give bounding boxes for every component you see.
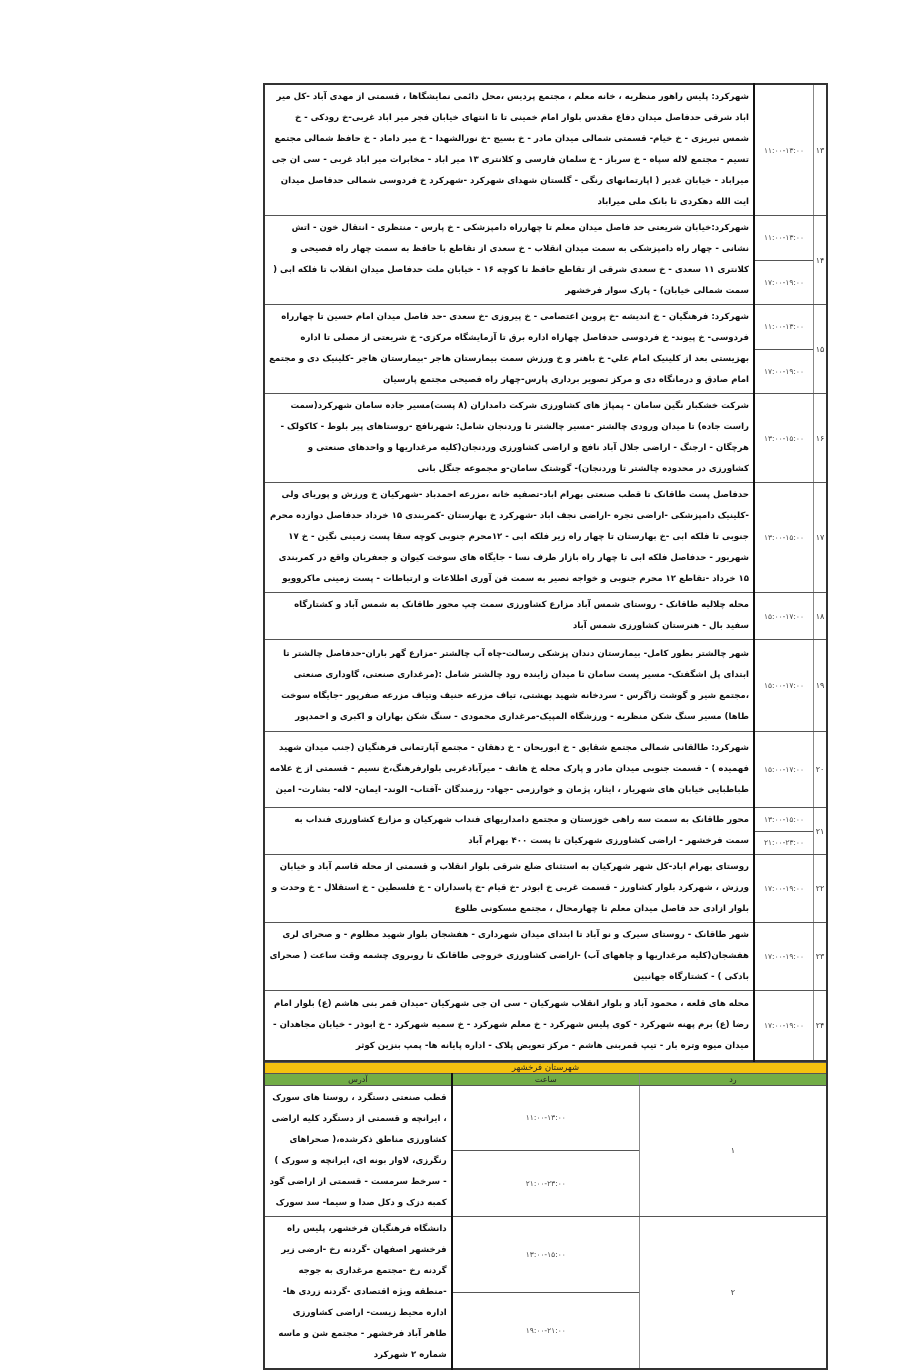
time-cell bbox=[754, 593, 814, 640]
row-number: ۱۹ bbox=[814, 640, 828, 732]
address-cell: محله چلالیه طاقانک - روستای شمس آباد مزارع کشاورزی سمت چپ محور طاقانک به شمس آباد و کشتارگاه سفید بال - هنرستان کشاورزی شمس آباد bbox=[264, 593, 754, 640]
address-cell: روستای بهرام اباد-کل شهر شهرکیان به استثنای ضلع شرقی بلوار انقلاب و قسمتی از محله قاسم آباد و خیابان ورزش ، شهرکرد بلوار کشاورز - قسمت غربی خ ابوذر -خ قیام -خ پاسداران - خ فلسطین - خ استقلال - خ وحدت و بلوار ازادی حد فاصل میدان معلم تا چهارمحال ، مجتمع مسکونی طلوع bbox=[264, 855, 754, 923]
address-cell: شهرکرد: فرهنگیان - خ اندیشه -خ پروین اعتصامی - خ پیروزی -خ سعدی -حد فاصل میدان امام حسین تا چهارراه فردوسی- خ پیوند- خ فردوسی حدفاصل چهاراه اداره برق تا آزمایشگاه مرکزی- خ شریعتی از مصلی تا اداره بهزیستی بعد از کلینیک امام علي- خ باهنر و خ ورزش سمت بیمارستان هاجر -بیمارستان هاجر -کلینیک دی و مجتمع امام صادق و درمانگاه دی و مرکز تصویر برداری پارس-چهار راه فصیحی مجتمع پارسیان bbox=[264, 305, 754, 394]
time-slot: ۱۱:۰۰-۱۳:۰۰ bbox=[453, 1086, 639, 1152]
table-row bbox=[264, 216, 827, 305]
table-row bbox=[264, 855, 827, 923]
table-row bbox=[264, 732, 827, 808]
address-cell: شهرکرد: طالقانی شمالی مجتمع شقایق - خ ابوریحان - خ دهقان - مجتمع آپارتمانی فرهنگیان (جنب میدان شهید فهمیده ) - قسمت جنوبی میدان مادر و پارک محله خ هاتف - میرآبادغربی بلوارفرهنگ،خ نسیم - قسمتی از خ علامه طباطبایی خیابان های شهریار ، ایثار، پژمان و خوارزمی -جهاد- رزمندگان -آفتاب- الوند- ایمان- لاله- بشارت- امین bbox=[264, 732, 754, 808]
row-number: ۱۷ bbox=[814, 483, 828, 593]
schedule-table-shahrekord bbox=[263, 83, 828, 1062]
time-cell bbox=[754, 394, 814, 483]
time-slots bbox=[755, 732, 813, 807]
time-slot: ۱۷:۰۰-۱۹:۰۰ bbox=[764, 884, 804, 893]
address-cell: قطب صنعتی دستگرد ، روستا های سورک ، ایرانچه و قسمتی از دستگرد کلیه اراضی کشاورزی مناطق ذکرشده،( صحراهای رنگرزی، لاوار بونه ای، ایرانچه و سورک ) - سرخط سرمست - قسمتی از اراضی گود کمبه دزک و دکل صدا و سیما- سد سورک bbox=[264, 1085, 452, 1216]
column-header-address: آدرس bbox=[264, 1073, 452, 1085]
table-row bbox=[264, 593, 827, 640]
time-slot: ۱۱:۰۰-۱۳:۰۰ bbox=[755, 216, 813, 261]
time-slot: ۲۱:۰۰-۲۳:۰۰ bbox=[764, 838, 804, 848]
table-row bbox=[264, 394, 827, 483]
section-title: شهرستان فرخشهر bbox=[264, 1062, 827, 1073]
address-cell: شهرکرد: پلیس راهور منظریه ، خانه معلم ، مجتمع پردیس ،محل دائمی نمایشگاها ، قسمتی از مهدی آباد -کل میر اباد شرقی حدفاصل میدان دفاع مقدس بلوار امام خمینی تا تا انتهای خیابان فجر میر اباد غربی-خ رودکی - خ شمس تبریزی - خ خیام- قسمتی شمالی میدان مادر - خ بسیج -خ نورالشهدا - خ میر داماد - خ حافظ شمالی مجتمع تسیم - مجتمع لاله سپاه - خ سرباز - خ سلمان فارسی و کلانتری ۱۳ میر اباد - مخابرات میر اباد غربی - سی ان جی میراباد - خیابان غدیر ( اپارتمانهای رنگی - گلستان شهدای شهرکرد -شهرکرد خ فردوسی شمالی حدفاصل میدان ایت الله دهکردی تا بانک ملی میراباد bbox=[264, 84, 754, 216]
time-slot: ۱۳:۰۰-۱۵:۰۰ bbox=[453, 1217, 639, 1293]
time-cell bbox=[754, 640, 814, 732]
time-cell bbox=[754, 991, 814, 1061]
row-number: ۲۴ bbox=[814, 991, 828, 1061]
time-slot: ۱۳:۰۰-۱۵:۰۰ bbox=[764, 433, 804, 443]
time-slot: ۱۵:۰۰-۱۷:۰۰ bbox=[764, 611, 804, 621]
time-cell bbox=[452, 1085, 640, 1216]
time-slots bbox=[755, 216, 813, 304]
time-slot: ۱۱:۰۰-۱۳:۰۰ bbox=[755, 305, 813, 350]
table-row bbox=[264, 483, 827, 593]
time-slots bbox=[755, 923, 813, 990]
row-number: ۱۵ bbox=[814, 305, 828, 394]
address-cell: حدفاصل پست طاقانک تا قطب صنعتی بهرام اباد-تصفیه خانه ،مزرعه احمدباد -شهرکیان خ ورزش و پوریای ولی -کلینیک دامپزشکی -اراضی تجره -اراضی نجف اباد -شهرکرد خ بهارستان -کمربندی ۱۵ خرداد حدفاصل دوازده محرم جنوبی تا فلکه ابی -خ بهارستان تا چهار راه زیر فلکه ابی - ۱۲محرم جنوبی کوچه سقا پست زمینی نگین - خ ۱۷ شهریور - حدفاصل فلکه ابی تا چهار راه بازار طرف نسا - جایگاه های سوخت کیوان و جعفریان واقع در کمربندی ۱۵ خرداد -تقاطع ۱۲ محرم جنوبی و خواجه نصیر به سمت فن آوری اطلاعات و ارتباطات - پست زمینی ماکروویو bbox=[264, 483, 754, 593]
time-slot: ۱۳:۰۰-۱۵:۰۰ bbox=[755, 808, 813, 832]
time-cell bbox=[754, 923, 814, 991]
row-number: ۲۱ bbox=[814, 808, 828, 855]
address-cell: شهر چالشتر بطور کامل- بیمارستان دندان پزشکی رسالت-چاه آب چالشتر -مزارع گهر باران-حدفاصل چالشتر تا ابتدای پل اشگفتک- مسیر پست سامان تا میدان زاینده رود چالشتر شامل :(مرغداری صنعتی، گاوداری صنعتی ،مجتمع شیر و گوشت زاگرس - سردخانه شهید بهشتی، تیاف مزرعه حنیف وتیاف مزرعه صفرپور -جایگاه سوخت طاها) مسیر سنگ شکن منظریه - ورزشگاه المپیک-مرغداری محمودی - سنگ شکن بهاران و اکبری و احمدپور bbox=[264, 640, 754, 732]
row-number: ۱۴ bbox=[814, 216, 828, 305]
table-row bbox=[264, 923, 827, 991]
time-slots bbox=[453, 1086, 639, 1216]
time-slots bbox=[755, 808, 813, 854]
address-cell: محور طاقانک به سمت سه راهی خوزستان و مجتمع دامداریهای فنداب شهرکیان و مزارع کشاورزی فنداب به سمت فرخشهر - اراضی کشاورزی شهرکیان تا پست ۴۰۰ بهرام آباد bbox=[264, 808, 754, 855]
time-slot: ۱۷:۰۰-۱۹:۰۰ bbox=[764, 952, 804, 961]
time-slot: ۱۱:۰۰-۱۳:۰۰ bbox=[764, 145, 804, 155]
time-cell bbox=[754, 483, 814, 593]
table-row bbox=[264, 305, 827, 394]
time-slots bbox=[755, 394, 813, 482]
time-slots bbox=[755, 855, 813, 922]
outage-schedule-page bbox=[263, 83, 828, 1370]
time-slots bbox=[755, 991, 813, 1060]
time-slot: ۱۵:۰۰-۱۷:۰۰ bbox=[764, 765, 804, 774]
address-cell: محله های قلعه ، محمود آباد و بلوار انقلاب شهرکیان - سی ان جی شهرکیان -میدان قمر بنی هاشم (ع) بلوار امام رضا (ع) برم پهنه شهرکرد - کوی پلیس شهرکرد - خ معلم شهرکرد - خ سمیه شهرکرد - خ ابوذر - خیابان مجاهدان - میدان میوه وتره بار - تیپ قمربنی هاشم - مرکز تعویض پلاک - اداره پایانه ها- پمپ بنزین کوثر bbox=[264, 991, 754, 1061]
time-slot: ۱۹:۰۰-۲۱:۰۰ bbox=[525, 1325, 566, 1335]
time-slots bbox=[755, 305, 813, 393]
time-cell bbox=[754, 855, 814, 923]
table-row bbox=[264, 991, 827, 1061]
schedule-table-farrokhshahr bbox=[263, 1062, 828, 1370]
time-cell bbox=[452, 1216, 640, 1369]
address-cell: شهر طاقانک - روستای سیرک و نو آباد تا ابتدای میدان شهرداری - هفشجان بلوار شهید مظلوم - و صحرای لری هفشجان(کلیه مرغداریها و چاههای آب) -اراضی کشاورزی خروجی طاقانک تا روبروی چشمه وقت ساعت ( صحرای بادکی ) - کشتارگاه جهانبین bbox=[264, 923, 754, 991]
section-title-row bbox=[264, 1062, 827, 1073]
column-header-time: ساعت bbox=[452, 1073, 640, 1085]
time-slot: ۱۷:۰۰-۱۹:۰۰ bbox=[764, 1020, 804, 1030]
time-slot: ۱۷:۰۰-۱۹:۰۰ bbox=[764, 366, 804, 376]
address-cell: شهرکرد:خیابان شریعتی حد فاصل میدان معلم تا چهارراه دامپزشکی - خ پارس - منتظری - انتقال خون - اتش نشانی - چهار راه دامپزشکی به سمت میدان انقلاب - خ سعدی از تقاطع با حافظ به سمت چهار راه فصیحی و کلانتری ۱۱ سعدی - خ سعدی شرقی از تقاطع حافظ تا کوچه ۱۶ - خیابان ملت حدفاصل میدان انقلاب تا فلکه ابی ( سمت شمالی خیابان) - پارک سوار فرخشهر bbox=[264, 216, 754, 305]
table-row bbox=[264, 640, 827, 732]
address-cell: شرکت خشکبار نگین سامان - پمپاژ های کشاورزی شرکت دامداران (۸ پست)مسیر جاده سامان شهرکرد(سمت راست جاده) تا میدان ورودی چالشتر -مسیر چالشتر تا وردنجان شامل: شهرنافچ -روستاهای پیر بلوط - کاکولک - هرچگان - ارجنگ - اراضی جلال آباد نافچ و اراضی کشاورزی وردنجان(کلیه مرغداریها و واحدهای صنعتی و کشاورزی در محدوده چالشتر تا وردنجان)- گوشتک سامان-و مجموعه جنگل بانی bbox=[264, 394, 754, 483]
time-slot: ۱۵:۰۰-۱۷:۰۰ bbox=[764, 681, 804, 690]
row-number: ۲ bbox=[639, 1216, 827, 1369]
time-slot: ۱۳:۰۰-۱۵:۰۰ bbox=[764, 533, 804, 542]
time-slot: ۲۱:۰۰-۲۳:۰۰ bbox=[525, 1178, 566, 1188]
time-slots bbox=[453, 1217, 639, 1368]
time-cell bbox=[754, 216, 814, 305]
table-row bbox=[264, 1085, 827, 1216]
row-number: ۱۸ bbox=[814, 593, 828, 640]
column-header-row-number: رد bbox=[639, 1073, 827, 1085]
table-row bbox=[264, 1216, 827, 1369]
time-slots bbox=[755, 85, 813, 215]
row-number: ۱۳ bbox=[814, 84, 828, 216]
time-slots bbox=[755, 640, 813, 731]
time-slots bbox=[755, 593, 813, 639]
row-number: ۲۳ bbox=[814, 923, 828, 991]
time-cell bbox=[754, 732, 814, 808]
row-number: ۱۶ bbox=[814, 394, 828, 483]
time-slots bbox=[755, 483, 813, 592]
time-slot: ۱۷:۰۰-۱۹:۰۰ bbox=[764, 277, 804, 287]
time-cell bbox=[754, 84, 814, 216]
table-row bbox=[264, 808, 827, 855]
address-cell: دانشگاه فرهنگیان فرخشهر، پلیس راه فرخشهر اصفهان -گردنه رخ -ارضی زیر گردنه رخ -مجتمع مرغداری به جوجه -منطقه ویژه اقتصادی -گردنه زردی ها- اداره محیط زیست- اراضی کشاورزی طاهر آباد فرخشهر - مجتمع شن و ماسه شماره ۲ شهرکرد bbox=[264, 1216, 452, 1369]
row-number: ۲۰ bbox=[814, 732, 828, 808]
column-header-row bbox=[264, 1073, 827, 1085]
time-cell bbox=[754, 808, 814, 855]
time-cell bbox=[754, 305, 814, 394]
table-row bbox=[264, 84, 827, 216]
row-number: ۲۲ bbox=[814, 855, 828, 923]
row-number: ۱ bbox=[639, 1085, 827, 1216]
